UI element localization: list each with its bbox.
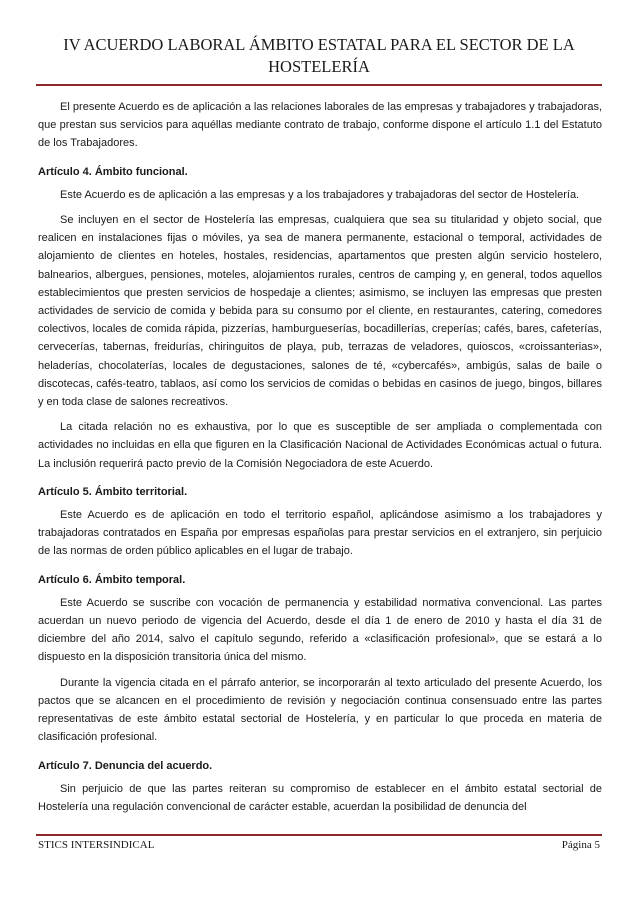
footer-divider (36, 834, 602, 836)
intro-paragraph: El presente Acuerdo es de aplicación a las relaciones laborales de las empresas y trabajadores y trabajadoras, que prestan sus servicios para aquéllas mediante contrato de trabajo, conforme dispone el artículo 1.1 del Estatuto de los Trabajadores. (38, 101, 602, 150)
article-6-paragraph-2: Durante la vigencia citada en el párrafo anterior, se incorporarán al texto articulado del presente Acuerdo, los pactos que se alcancen en el procedimiento de revisión y negociación continua consensuado entre las partes representativas de este ámbito estatal sectorial de Hostelería, y en particular lo que proceda en materia de clasificación profesional. (38, 676, 602, 744)
article-6-heading: Artículo 6. Ámbito temporal. (38, 573, 186, 586)
article-4-paragraph-3: La citada relación no es exhaustiva, por lo que es susceptible de ser ampliada o complementada con actividades no incluidas en ella que figuren en la Clasificación Nacional de Actividades Económicas actual o futura. La inclusión requerirá pacto previo de la Comisión Negociadora de este Acuerdo. (38, 421, 602, 470)
article-4-heading: Artículo 4. Ámbito funcional. (38, 165, 188, 178)
footer-organization: STICS INTERSINDICAL (38, 839, 155, 851)
header-divider (36, 84, 602, 86)
header-title-line-2: HOSTELERÍA (268, 57, 370, 76)
document-header (40, 34, 598, 78)
document-body (38, 98, 602, 823)
article-5-heading: Artículo 5. Ámbito territorial. (38, 485, 188, 498)
header-title-line-1: IV ACUERDO LABORAL ÁMBITO ESTATAL PARA EL SECTOR DE LA (63, 35, 575, 54)
footer-page-number: Página 5 (561, 839, 600, 851)
article-4-paragraph-1: Este Acuerdo es de aplicación a las empresas y a los trabajadores y trabajadoras del sector de Hostelería. (60, 188, 580, 201)
article-7-heading: Artículo 7. Denuncia del acuerdo. (38, 759, 213, 772)
article-4-paragraph-2: Se incluyen en el sector de Hostelería las empresas, cualquiera que sea su titularidad y objeto social, que realicen en instalaciones fijas o móviles, ya sea de manera permanente, estacional o temporal, actividades de alojamiento de clientes en hoteles, hostales, residencias, apartamentos que presten algún servicio hostelero, balnearios, albergues, pensiones, moteles, alojamientos rurales, centros de camping y, en general, todos aquellos establecimientos que presten servicios de hospedaje a clientes; asimismo, se incluyen las empresas que presten actividades de servicio de comida y bebida para su consumo por el cliente, en restaurantes, catering, comedores colectivos, locales de comida rápida, pizzerías, hamburgueserías, bocadillerías, creperías; cafés, bares, cafeterías, cervecerías, tabernas, freidurías, chiringuitos de playa, pub, terrazas de veladores, quioscos, «croissanterias», heladerías, chocolaterías, locales de degustaciones, salones de té, «cybercafés», ambigús, salas de baile o discotecas, cafés-teatro, tablaos, así como los servicios de comidas o bebidas en casinos de juego, bingos, billares y en toda clase de salones recreativos. (38, 214, 602, 409)
article-6-paragraph-1: Este Acuerdo se suscribe con vocación de permanencia y estabilidad normativa convencional. Las partes acuerdan un nuevo periodo de vigencia del Acuerdo, desde el día 1 de enero de 2010 y hasta el día 31 de diciembre del año 2014, salvo el capítulo segundo, referido a «clasificación profesional», que se estará a lo dispuesto en la disposición transitoria única del mismo. (38, 596, 602, 664)
article-5-paragraph-1: Este Acuerdo es de aplicación en todo el territorio español, aplicándose asimismo a los trabajadores y trabajadoras contratados en España por empresas españolas para prestar servicios en el extranjero, sin perjuicio de las normas de orden público aplicables en el lugar de trabajo. (38, 509, 602, 558)
article-7-paragraph-1: Sin perjuicio de que las partes reiteran su compromiso de establecer en el ámbito estatal sectorial de Hostelería una regulación convencional de carácter estable, acuerdan la posibilidad de denuncia del (38, 782, 602, 813)
